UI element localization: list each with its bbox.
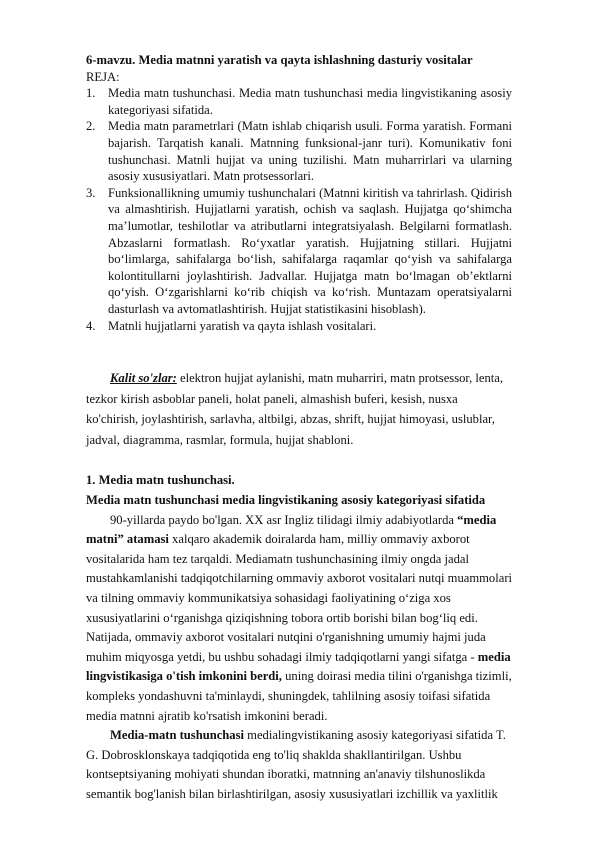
plan-list [86, 85, 512, 334]
keywords-paragraph [86, 368, 512, 450]
plan-item-text: Matnli hujjatlarni yaratish va qayta ishlash vositalari. [108, 318, 377, 333]
bold-phrase: media lingvistikasiga o'tish imkonini berdi, [86, 649, 511, 684]
section-heading: 1. Media matn tushunchasi. [86, 473, 235, 488]
keywords-label: Kalit so'zlar: [110, 371, 177, 386]
plan-item-text: Funksionallikning umumiy tushunchalari (Matnni kiritish va tahrirlash. Qidirish va almashtirish. Hujjatlarni yaratish, ochish va saqlash. Hujjatga qo‘shimcha ma’lumotlar, teshilotlar va atributlarni integratsiyalash. Belgilarni formatlash. Abzaslarni formatlash. Ro‘yxatlar yaratish. Hujjatning stillari. Hujjatni bo‘limlarga, sahifalarga bo‘lish, sahifalarga raqamlar qo‘yish va sahifalarga kolontitullarni joylashtirish. Jadvallar. Hujjatga matn bo‘lmagan ob’ektlarni qo‘yish. O‘zgarishlarni ko‘rib chiqish va ko‘rish. Muntazam operatsiyalarni dasturlash va avtomatlashtirish. Hujjat statistikasini hisoblash). [108, 185, 512, 316]
plan-item-number: 2. [86, 119, 96, 134]
paragraph-text: 90-yillarda paydo bo'lgan. XX asr Ingliz tilidagi ilmiy adabiyotlarda [110, 512, 458, 527]
keywords-text: elektron hujjat aylanishi, matn muharriri, matn protsessor, lenta, tezkor kirish asboblar paneli, holat paneli, almashish buferi, kesish, nusxa ko'chirish, joylashtirish, sarlavha, altbilgi, abzas, shrift, hujjat himoyasi, uslublar, jadval, diagramma, rasmlar, formula, hujjat shabloni. [86, 371, 503, 447]
plan-item [86, 185, 512, 318]
document-content [86, 52, 512, 805]
plan-item [86, 118, 512, 184]
bold-phrase: “media matni” atamasi [86, 512, 497, 547]
paragraph-text: uning doirasi media tilini o'rganishga tizimli, kompleks yondashuvni ta'minlaydi, shuningdek, tahlilning asosiy toifasi sifatida media matnni ajratib ko'rsatish imkonini beradi. [86, 669, 512, 723]
paragraph-text: medialingvistikaning asosiy kategoriyasi sifatida T. G. Dobrosklonskaya tadqiqotida eng to'liq shaklda shakllantirilgan. Ushbu kontseptsiyaning mohiyati shundan iboratki, matnning an'anaviy tilshunoslikda semantik bog'lanish bilan birlashtirilgan, asosiy xususiyatlari izchillik va yaxlitlik [86, 728, 506, 801]
section-1 [86, 471, 512, 804]
body-paragraph [86, 726, 512, 804]
plan-label: REJA: [86, 69, 120, 84]
plan-item [86, 318, 512, 335]
plan-item-number: 4. [86, 318, 96, 333]
section-subheading: Media matn tushunchasi media lingvistikaning asosiy kategoriyasi sifatida [86, 493, 486, 508]
plan-item-text: Media matn parametrlari (Matn ishlab chiqarish usuli. Forma yaratish. Formani bajarish. Tarqatish kanali. Matnning funksional-janr turi). Komunikativ foni tushunchasi. Matnli hujjat va uning tuzilishi. Matn muharrirlari va ularning asosiy xususiyatlari. Matn protsessorlari. [108, 119, 512, 184]
paragraph-text: xalqaro akademik doiralarda ham, milliy ommaviy axborot vositalarida ham tez tarqaldi. Mediamatn tushunchasining ilmiy ongda jadal mustahkamlanishi tadqiqotchilarning ommaviy axborot vositalari nutqi muammolari va tilning ommaviy kommunikatsiya sohasidagi faoliyatining o‘ziga xos xususiyatlarini o‘rganishga qiziqishning tobora ortib borishi bilan bog‘liq edi. Natijada, ommaviy axborot vositalari nutqini o'rganishning umumiy hajmi juda muhim miqyosga yetdi, bu ushbu sohadagi ilmiy tadqiqotlarni yangi sifatga - [86, 532, 513, 664]
plan-item-number: 1. [86, 86, 96, 101]
bold-phrase: Media-matn tushunchasi [110, 728, 245, 743]
body-paragraph [86, 511, 512, 727]
plan-item-number: 3. [86, 185, 96, 200]
plan-item-text: Media matn tushunchasi. Media matn tushunchasi media lingvistikaning asosiy kategoriyasi sifatida. [108, 86, 512, 117]
document-title: 6-mavzu. Media matnni yaratish va qayta ishlashning dasturiy vositalar [86, 53, 473, 67]
plan-item [86, 85, 512, 118]
